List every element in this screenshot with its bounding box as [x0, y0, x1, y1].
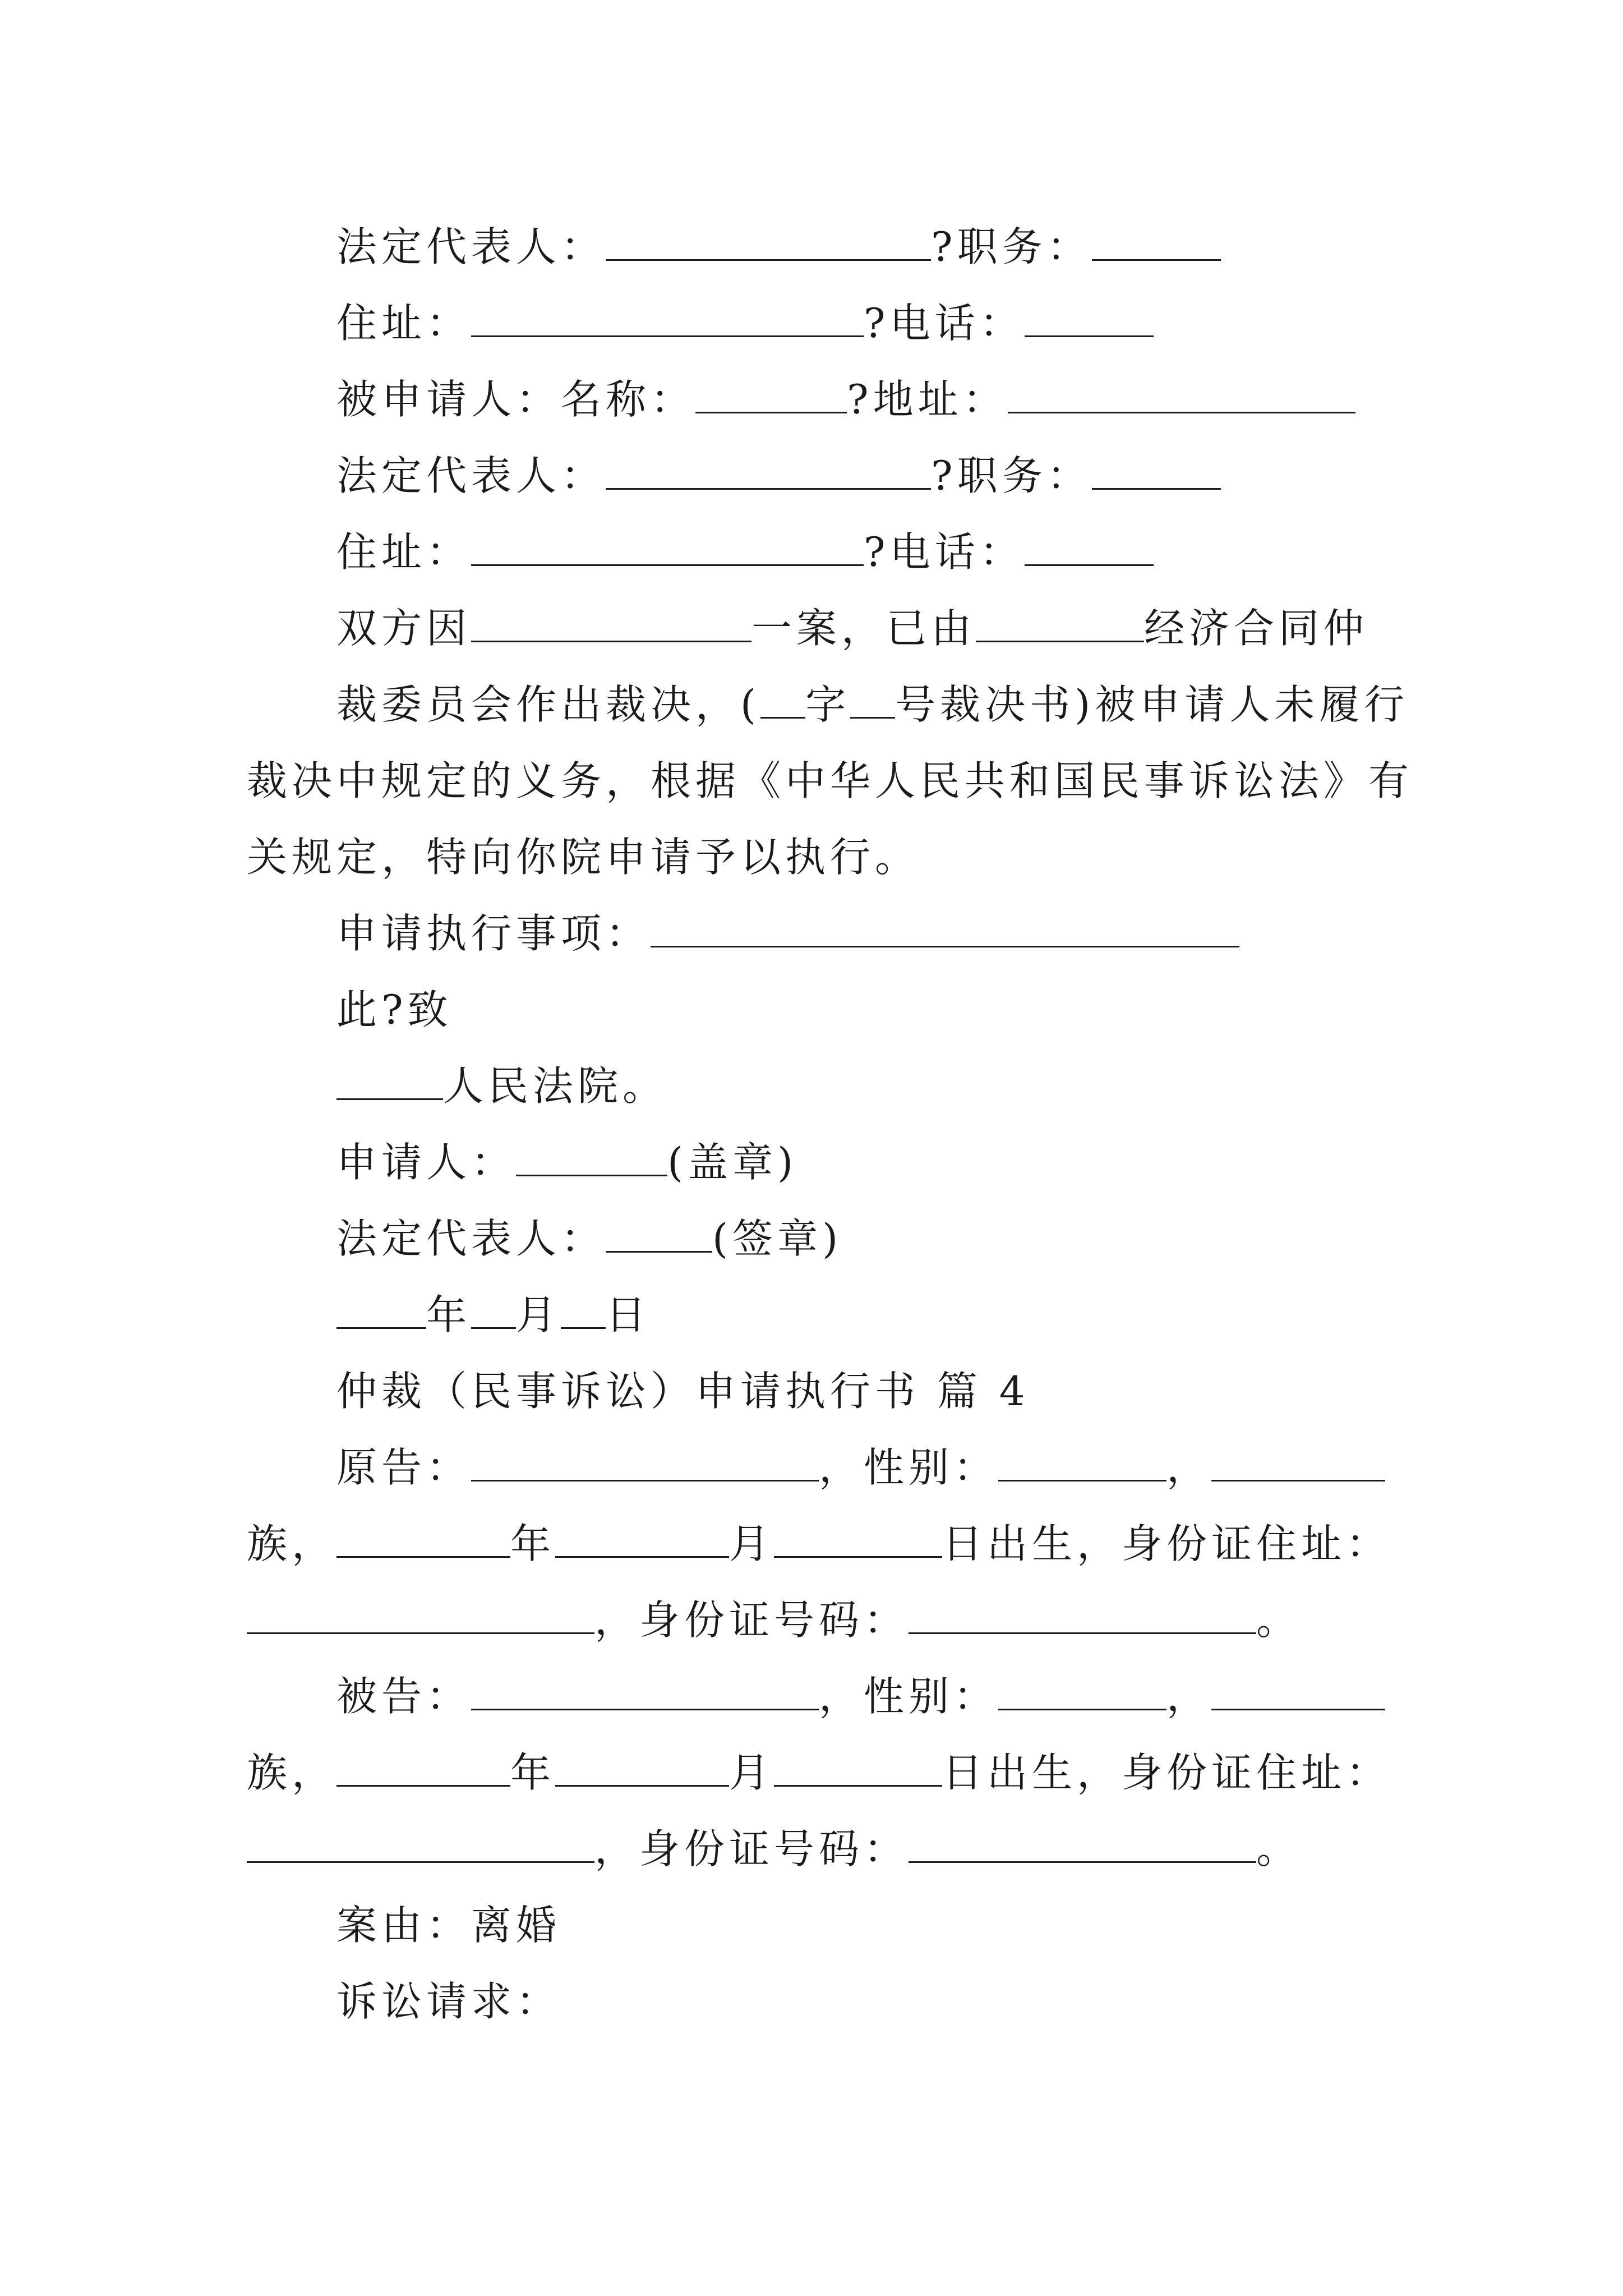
line-legal-rep-2: 法定代表人： ?职务： — [336, 448, 1221, 504]
blank-field — [336, 1064, 443, 1100]
line-case-intro: 双方因 一案，已由 经济合同仲 — [336, 605, 1369, 652]
blank-field — [850, 682, 895, 719]
line-applicant-seal: 申请人： (盖章) — [336, 1139, 798, 1186]
blank-field — [555, 1521, 729, 1558]
line-legal-rep-1: 法定代表人： ?职务： — [336, 219, 1221, 275]
line-salutation: 此?致 — [336, 986, 453, 1033]
blank-field — [998, 1674, 1166, 1710]
blank-field — [1025, 530, 1154, 566]
blank-field — [1211, 1445, 1385, 1481]
line-plaintiff-id: ，身份证号码： 。 — [247, 1592, 1301, 1648]
line-execution-items: 申请执行事项： — [336, 905, 1239, 961]
blank-field — [606, 453, 931, 490]
line-address-2: 住址： ?电话： — [336, 524, 1154, 580]
blank-field — [976, 606, 1144, 642]
line-defendant-birth: 族， 年 月 日出生，身份证住址： — [247, 1749, 1391, 1796]
blank-field — [471, 1445, 819, 1481]
blank-field — [1092, 224, 1221, 261]
line-plaintiff-birth: 族， 年 月 日出生，身份证住址： — [247, 1520, 1391, 1567]
line-legal-basis: 裁决中规定的义务，根据《中华人民共和国民事诉讼法》有 — [247, 757, 1414, 804]
blank-field — [651, 911, 1239, 947]
blank-field — [471, 606, 751, 642]
blank-field — [471, 1292, 516, 1329]
blank-field — [909, 1598, 1256, 1634]
blank-field — [516, 1140, 667, 1176]
blank-field — [1008, 377, 1355, 413]
line-rep-signature: 法定代表人： (签章) — [336, 1215, 843, 1262]
blank-field — [247, 1598, 594, 1634]
line-address-1: 住址： ?电话： — [336, 295, 1154, 351]
blank-field — [471, 530, 864, 566]
blank-field — [471, 301, 864, 337]
blank-field — [1211, 1674, 1385, 1710]
blank-field — [774, 1750, 942, 1787]
line-plaintiff: 原告： ，性别： ， — [336, 1439, 1385, 1496]
blank-field — [1025, 301, 1154, 337]
line-defendant: 被告： ，性别： ， — [336, 1668, 1385, 1724]
blank-field — [247, 1826, 594, 1863]
blank-field — [909, 1826, 1256, 1863]
line-request: 关规定，特向你院申请予以执行。 — [247, 834, 920, 881]
blank-field — [336, 1750, 510, 1787]
blank-field — [695, 377, 847, 413]
blank-field — [561, 1292, 606, 1329]
section-heading: 仲裁（民事诉讼）申请执行书 篇 4 — [336, 1368, 1030, 1415]
blank-field — [336, 1292, 426, 1329]
blank-field — [774, 1521, 942, 1558]
blank-field — [336, 1521, 510, 1558]
line-cause: 案由：离婚 — [336, 1902, 561, 1949]
line-arbitration-award: 裁委员会作出裁决，( 字 号裁决书)被申请人未履行 — [336, 681, 1409, 728]
blank-field — [998, 1445, 1166, 1481]
line-defendant-id: ，身份证号码： 。 — [247, 1821, 1301, 1877]
blank-field — [471, 1674, 819, 1710]
line-respondent: 被申请人：名称： ?地址： — [336, 371, 1355, 427]
blank-field — [606, 1216, 712, 1253]
line-claims: 诉讼请求： — [336, 1978, 561, 2025]
blank-field — [1092, 453, 1221, 490]
blank-field — [555, 1750, 729, 1787]
blank-field — [760, 682, 805, 719]
line-date: 年 月 日 — [336, 1287, 651, 1343]
blank-field — [606, 224, 931, 261]
line-court: 人民法院。 — [336, 1058, 667, 1114]
